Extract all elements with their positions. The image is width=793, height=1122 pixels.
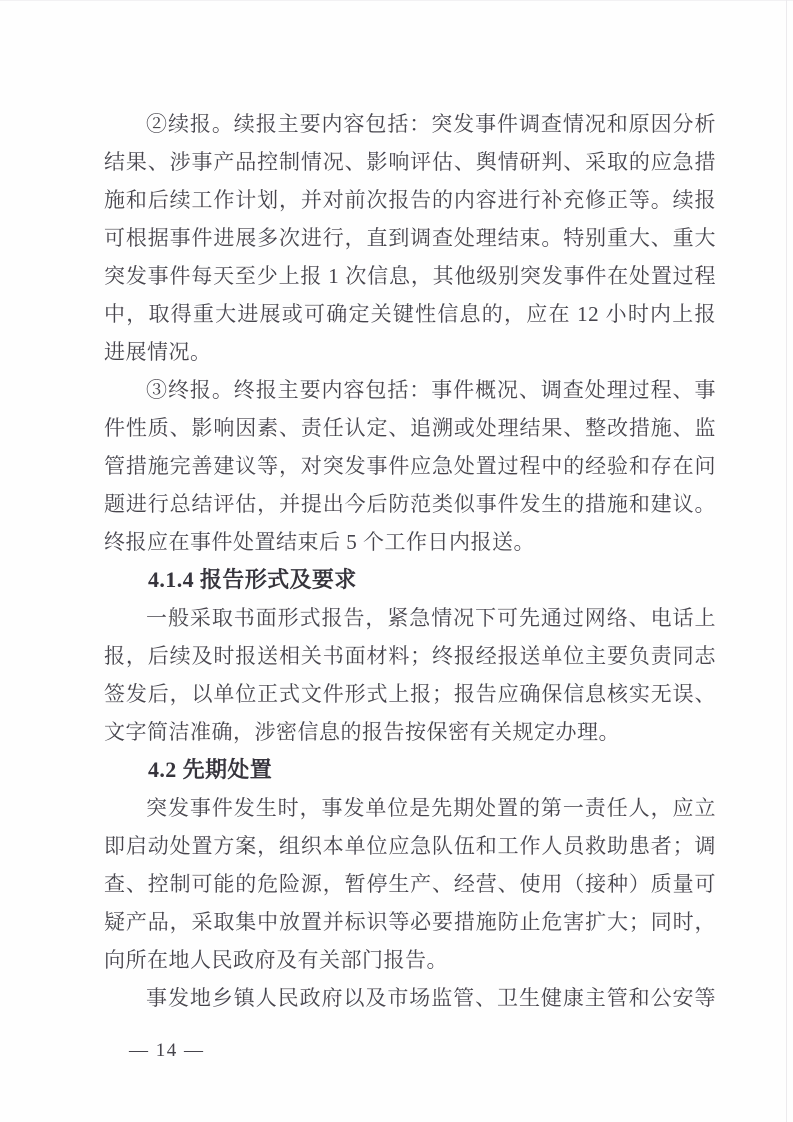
text-line: 文字简洁准确，涉密信息的报告按保密有关规定办理。 <box>104 720 620 744</box>
section-heading-4-2: 4.2 先期处置 <box>148 757 273 782</box>
text-line: 件性质、影响因素、责任认定、追溯或处理结果、整改措施、监 <box>104 416 716 440</box>
text-line: 查、控制可能的危险源，暂停生产、经营、使用（接种）质量可 <box>104 872 716 896</box>
text-line: 中，取得重大进展或可确定关键性信息的，应在 12 小时内上报 <box>104 302 716 326</box>
text-line: 结果、涉事产品控制情况、影响评估、舆情研判、采取的应急措 <box>104 150 716 174</box>
page-body <box>104 105 716 1017</box>
page-number: — 14 — <box>129 1040 205 1061</box>
section-heading-4-1-4: 4.1.4 报告形式及要求 <box>148 567 357 592</box>
text-line: 终报应在事件处置结束后 5 个工作日内报送。 <box>104 530 535 554</box>
text-line: ②续报。续报主要内容包括：突发事件调查情况和原因分析 <box>146 112 716 136</box>
scan-edge-right <box>786 0 787 1122</box>
text-line: 即启动处置方案，组织本单位应急队伍和工作人员救助患者；调 <box>104 834 716 858</box>
scan-edge-top <box>0 0 793 1</box>
text-line: 报，后续及时报送相关书面材料；终报经报送单位主要负责同志 <box>104 644 716 668</box>
text-line: 可根据事件进展多次进行，直到调查处理结束。特别重大、重大 <box>104 226 716 250</box>
text-line: 管措施完善建议等，对突发事件应急处置过程中的经验和存在问 <box>104 454 716 478</box>
text-line: ③终报。终报主要内容包括：事件概况、调查处理过程、事 <box>146 378 716 402</box>
text-line: 进展情况。 <box>104 340 212 364</box>
text-line: 突发事件发生时，事发单位是先期处置的第一责任人，应立 <box>146 796 716 820</box>
text-line: 施和后续工作计划，并对前次报告的内容进行补充修正等。续报 <box>104 188 716 212</box>
text-line: 向所在地人民政府及有关部门报告。 <box>104 948 448 972</box>
text-line: 突发事件每天至少上报 1 次信息，其他级别突发事件在处置过程 <box>104 264 716 288</box>
text-line: 一般采取书面形式报告，紧急情况下可先通过网络、电话上 <box>146 606 716 630</box>
text-line: 事发地乡镇人民政府以及市场监管、卫生健康主管和公安等 <box>146 986 716 1010</box>
text-line: 签发后，以单位正式文件形式上报；报告应确保信息核实无误、 <box>104 682 716 706</box>
text-line: 题进行总结评估，并提出今后防范类似事件发生的措施和建议。 <box>104 492 716 516</box>
text-line: 疑产品，采取集中放置并标识等必要措施防止危害扩大；同时， <box>104 910 716 934</box>
